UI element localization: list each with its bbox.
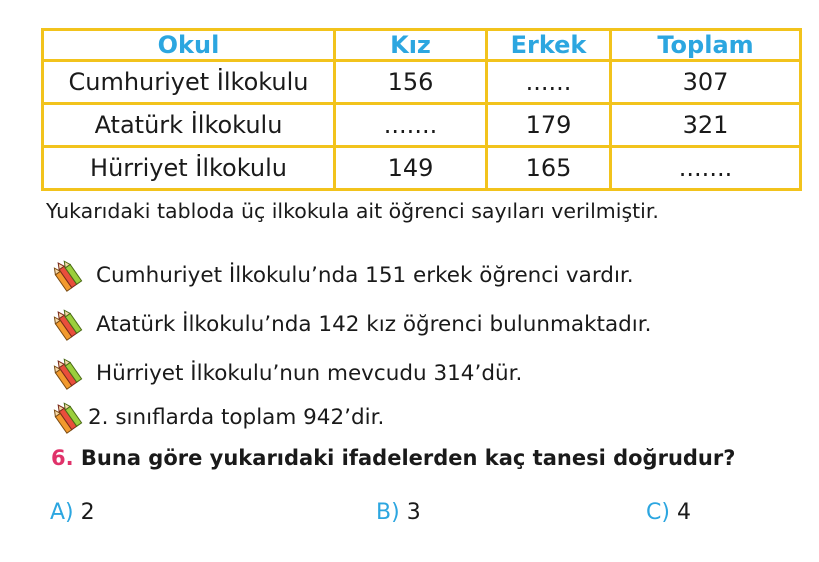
header-school: Okul (43, 30, 335, 61)
cell-girls: ....... (335, 104, 487, 147)
question-text: Buna göre yukarıdaki ifadelerden kaç tanesi doğrudur? (80, 446, 736, 470)
option-value: 3 (406, 500, 421, 525)
statement-text: Cumhuriyet İlkokulu’nda 151 erkek öğrenci vardır. (96, 262, 634, 288)
table-header-row (43, 30, 801, 61)
cell-school: Cumhuriyet İlkokulu (43, 61, 335, 104)
cell-total: ....... (611, 147, 801, 190)
option-value: 4 (676, 500, 691, 525)
option-letter: C) (646, 500, 670, 525)
cell-girls: 149 (335, 147, 487, 190)
statement-text: Hürriyet İlkokulu’nun mevcudu 314’dür. (96, 360, 523, 386)
table-row (43, 104, 801, 147)
statement-item (52, 307, 651, 341)
option-c[interactable] (646, 500, 691, 525)
statement-item (52, 356, 522, 390)
header-girls: Kız (335, 30, 487, 61)
student-count-table (41, 28, 802, 191)
pencil-bundle-icon (52, 400, 86, 434)
option-b[interactable] (376, 500, 421, 525)
statement-item (52, 258, 634, 292)
statement-item (52, 400, 384, 434)
header-total: Toplam (611, 30, 801, 61)
cell-school: Hürriyet İlkokulu (43, 147, 335, 190)
cell-total: 307 (611, 61, 801, 104)
option-value: 2 (80, 500, 95, 525)
pencil-bundle-icon (52, 307, 86, 341)
table-row (43, 147, 801, 190)
option-letter: A) (50, 500, 74, 525)
cell-total: 321 (611, 104, 801, 147)
cell-boys: ...... (487, 61, 611, 104)
pencil-bundle-icon (52, 258, 86, 292)
intro-text: Yukarıdaki tabloda üç ilkokula ait öğrenci sayıları verilmiştir. (46, 199, 659, 223)
question-number: 6. (51, 446, 74, 470)
option-a[interactable] (50, 500, 95, 525)
option-letter: B) (376, 500, 400, 525)
cell-girls: 156 (335, 61, 487, 104)
cell-school: Atatürk İlkokulu (43, 104, 335, 147)
statement-text: 2. sınıflarda toplam 942’dir. (88, 404, 385, 430)
cell-boys: 165 (487, 147, 611, 190)
cell-boys: 179 (487, 104, 611, 147)
pencil-bundle-icon (52, 356, 86, 390)
question (51, 446, 735, 470)
header-boys: Erkek (487, 30, 611, 61)
statement-text: Atatürk İlkokulu’nda 142 kız öğrenci bulunmaktadır. (96, 311, 652, 337)
table-row (43, 61, 801, 104)
